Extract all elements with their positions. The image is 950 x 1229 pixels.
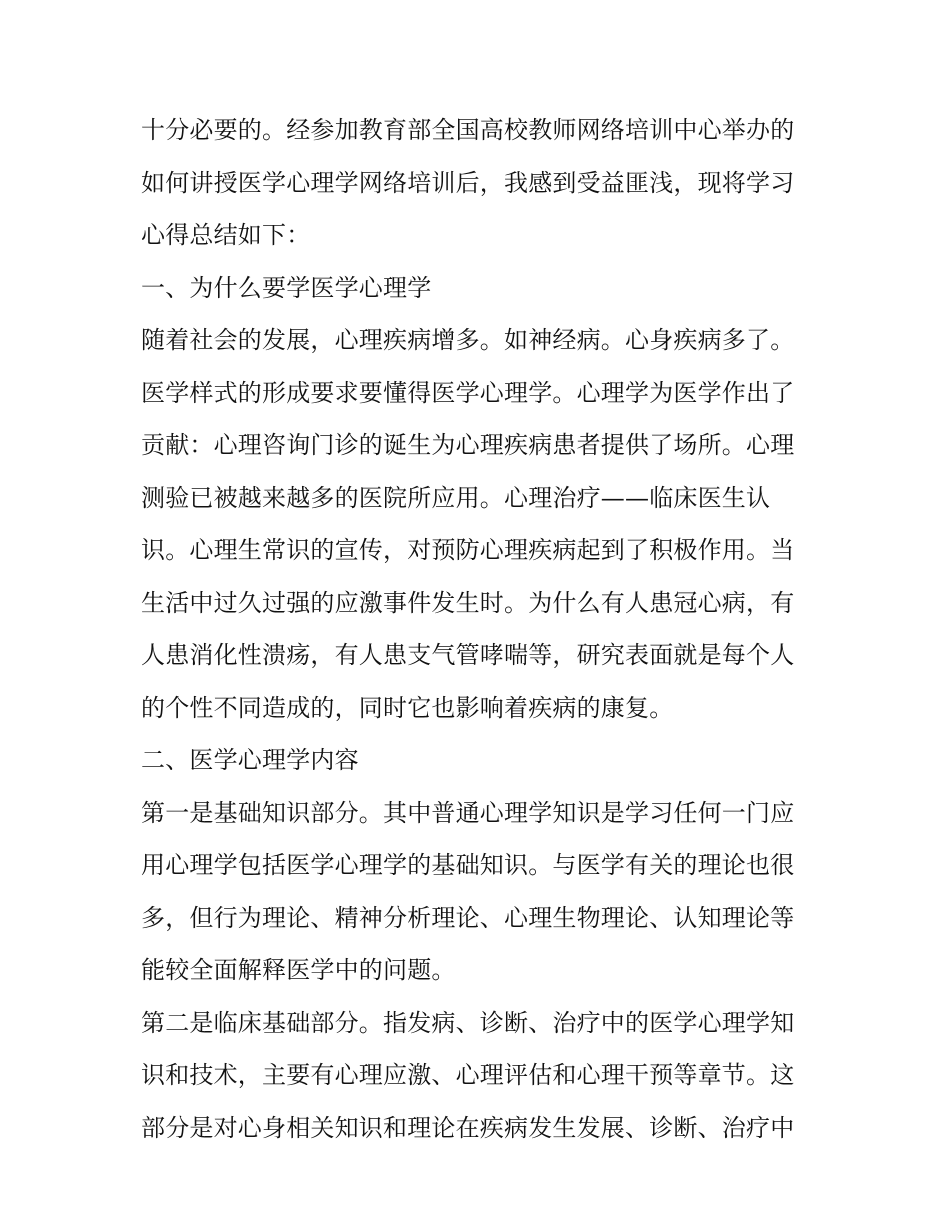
text-line: 随着社会的发展，心理疾病增多。如神经病。心身疾病多了。 — [141, 326, 795, 354]
text-line: 贡献：心理咨询门诊的诞生为心理疾病患者提供了场所。心理 — [141, 431, 795, 459]
text-line: 第二是临床基础部分。指发病、诊断、治疗中的医学心理学知 — [141, 1008, 795, 1037]
text-line: 第一是基础知识部分。其中普通心理学知识是学习任何一门应 — [141, 798, 795, 827]
text-line: 能较全面解释医学中的问题。 — [141, 956, 456, 984]
text-line: 部分是对心身相关知识和理论在疾病发生发展、诊断、治疗中 — [141, 1113, 795, 1142]
text-line: 识和技术，主要有心理应激、心理评估和心理干预等章节。这 — [141, 1061, 795, 1089]
text-line: 识。心理生常识的宣传，对预防心理疾病起到了积极作用。当 — [141, 536, 795, 564]
text-line: 十分必要的。经参加教育部全国高校教师网络培训中心举办的 — [141, 116, 795, 144]
text-line: 人患消化性溃疡，有人患支气管哮喘等，研究表面就是每个人 — [141, 641, 795, 669]
text-line: 的个性不同造成的，同时它也影响着疾病的康复。 — [141, 693, 674, 722]
text-line: 多，但行为理论、精神分析理论、心理生物理论、认知理论等 — [141, 903, 795, 932]
text-line: 用心理学包括医学心理学的基础知识。与医学有关的理论也很 — [141, 851, 795, 879]
section-heading: 二、医学心理学内容 — [141, 746, 359, 774]
section-heading: 一、为什么要学医学心理学 — [141, 273, 432, 302]
text-line: 测验已被越来越多的医院所应用。心理治疗——临床医生认 — [141, 483, 771, 512]
text-line: 如何讲授医学心理学网络培训后，我感到受益匪浅，现将学习 — [141, 168, 795, 197]
text-line: 心得总结如下： — [141, 221, 311, 249]
document-body — [141, 104, 821, 1154]
text-line: 生活中过久过强的应激事件发生时。为什么有人患冠心病，有 — [141, 588, 795, 617]
text-line: 医学样式的形成要求要懂得医学心理学。心理学为医学作出了 — [141, 378, 795, 407]
